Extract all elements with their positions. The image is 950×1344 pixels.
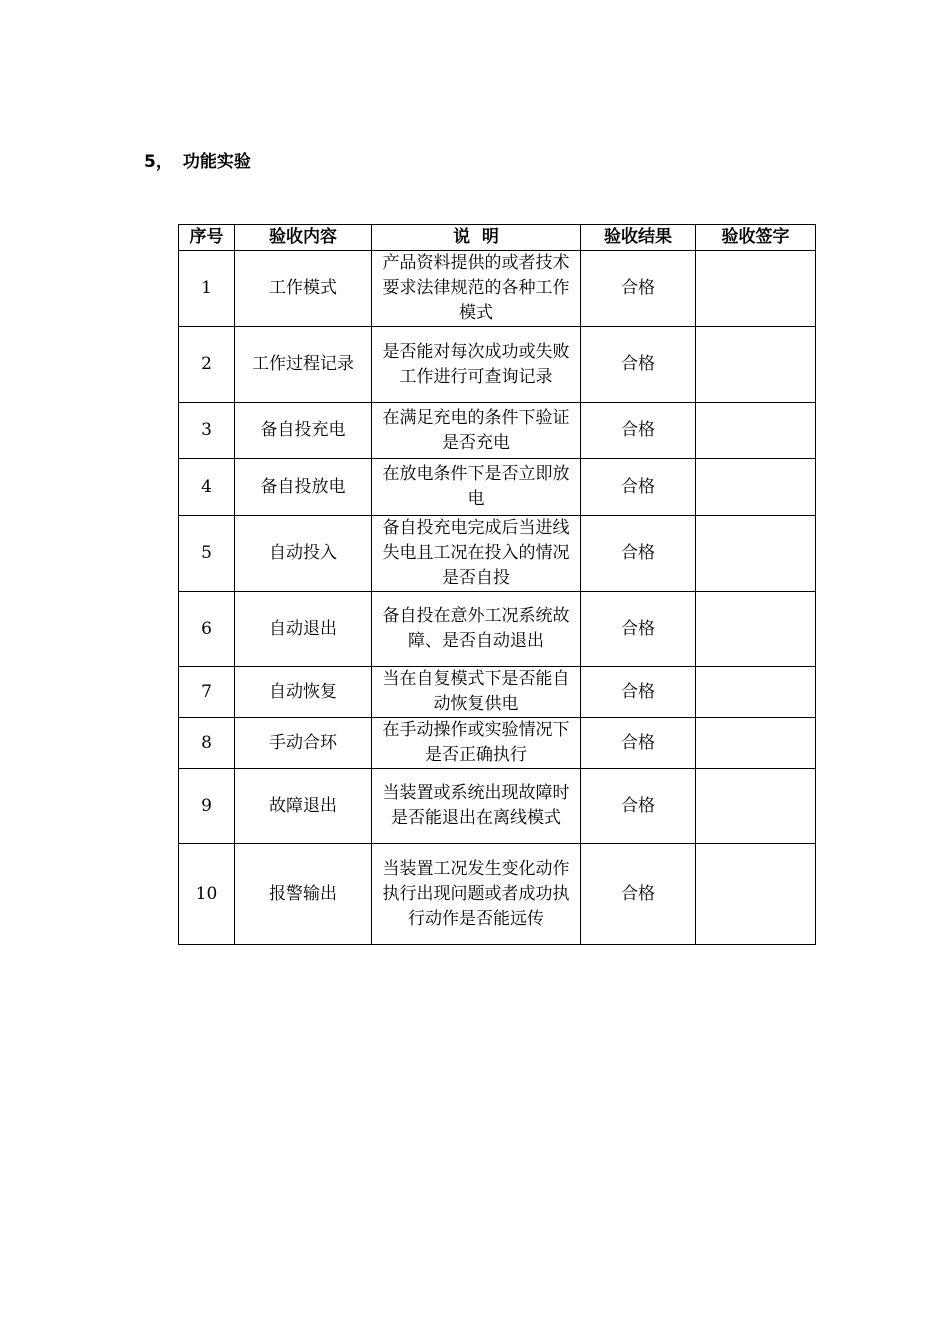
row-result: 合格 <box>581 251 696 327</box>
row-item: 工作过程记录 <box>235 327 372 403</box>
row-number: 7 <box>179 667 235 718</box>
table-row <box>179 718 816 769</box>
row-item: 故障退出 <box>235 769 372 844</box>
header-signature: 验收签字 <box>696 225 816 251</box>
row-number: 6 <box>179 592 235 667</box>
row-result: 合格 <box>581 844 696 945</box>
header-result: 验收结果 <box>581 225 696 251</box>
row-result: 合格 <box>581 403 696 459</box>
table-row <box>179 592 816 667</box>
row-result: 合格 <box>581 718 696 769</box>
row-item: 自动恢复 <box>235 667 372 718</box>
header-number: 序号 <box>179 225 235 251</box>
table-row <box>179 516 816 592</box>
section-number: 5， <box>144 152 173 172</box>
row-signature <box>696 459 816 516</box>
table-row <box>179 844 816 945</box>
row-result: 合格 <box>581 592 696 667</box>
row-result: 合格 <box>581 516 696 592</box>
row-item: 手动合环 <box>235 718 372 769</box>
row-signature <box>696 844 816 945</box>
row-item: 自动投入 <box>235 516 372 592</box>
row-number: 2 <box>179 327 235 403</box>
row-description: 在满足充电的条件下验证是否充电 <box>372 403 581 459</box>
row-item: 工作模式 <box>235 251 372 327</box>
table-row <box>179 667 816 718</box>
table-row <box>179 251 816 327</box>
row-item: 报警输出 <box>235 844 372 945</box>
section-heading <box>144 150 251 174</box>
row-description: 在手动操作或实验情况下是否正确执行 <box>372 718 581 769</box>
row-result: 合格 <box>581 327 696 403</box>
row-signature <box>696 516 816 592</box>
row-description: 当装置或系统出现故障时是否能退出在离线模式 <box>372 769 581 844</box>
row-item: 备自投充电 <box>235 403 372 459</box>
row-signature <box>696 403 816 459</box>
section-title: 功能实验 <box>182 152 251 172</box>
row-item: 备自投放电 <box>235 459 372 516</box>
row-description: 在放电条件下是否立即放电 <box>372 459 581 516</box>
row-item: 自动退出 <box>235 592 372 667</box>
acceptance-table <box>178 224 816 945</box>
row-number: 9 <box>179 769 235 844</box>
header-item: 验收内容 <box>235 225 372 251</box>
row-signature <box>696 327 816 403</box>
row-description: 当在自复模式下是否能自动恢复供电 <box>372 667 581 718</box>
row-result: 合格 <box>581 667 696 718</box>
table-row <box>179 327 816 403</box>
row-number: 10 <box>179 844 235 945</box>
row-number: 3 <box>179 403 235 459</box>
row-signature <box>696 667 816 718</box>
row-description: 备自投充电完成后当进线失电且工况在投入的情况是否自投 <box>372 516 581 592</box>
row-description: 产品资料提供的或者技术要求法律规范的各种工作模式 <box>372 251 581 327</box>
row-number: 8 <box>179 718 235 769</box>
row-signature <box>696 769 816 844</box>
row-result: 合格 <box>581 769 696 844</box>
row-number: 4 <box>179 459 235 516</box>
row-signature <box>696 251 816 327</box>
row-signature <box>696 718 816 769</box>
row-number: 1 <box>179 251 235 327</box>
row-signature <box>696 592 816 667</box>
table-row <box>179 403 816 459</box>
table-row <box>179 459 816 516</box>
row-description: 当装置工况发生变化动作执行出现问题或者成功执行动作是否能远传 <box>372 844 581 945</box>
header-description: 说 明 <box>372 225 581 251</box>
table-row <box>179 769 816 844</box>
table-header-row <box>179 225 816 251</box>
row-description: 是否能对每次成功或失败工作进行可查询记录 <box>372 327 581 403</box>
row-description: 备自投在意外工况系统故障、是否自动退出 <box>372 592 581 667</box>
row-result: 合格 <box>581 459 696 516</box>
row-number: 5 <box>179 516 235 592</box>
